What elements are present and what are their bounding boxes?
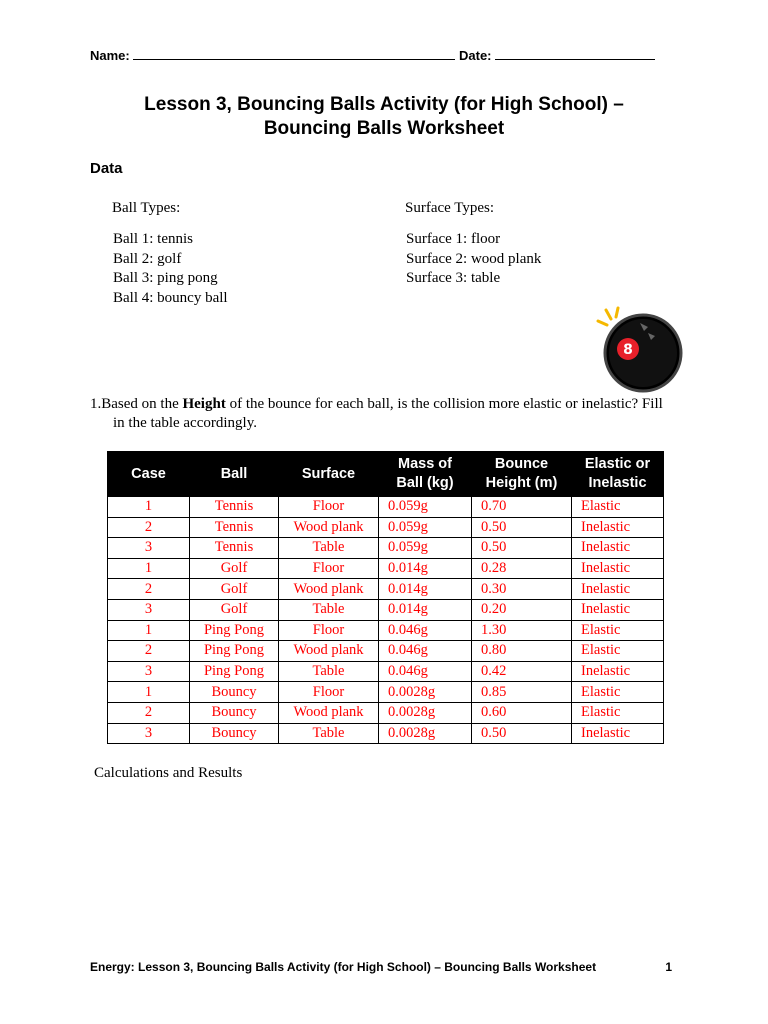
cell-ball[interactable]: Tennis bbox=[190, 538, 279, 559]
cell-case[interactable]: 1 bbox=[108, 682, 190, 703]
results-table bbox=[107, 451, 664, 744]
list-item: Surface 3: table bbox=[406, 270, 501, 286]
cell-surface[interactable]: Wood plank bbox=[279, 641, 379, 662]
table-row bbox=[108, 641, 664, 662]
cell-mass[interactable]: 0.0028g bbox=[379, 702, 472, 723]
cell-elastic[interactable]: Elastic bbox=[572, 702, 664, 723]
page-footer bbox=[90, 960, 672, 974]
cell-case[interactable]: 3 bbox=[108, 661, 190, 682]
cell-ball[interactable]: Bouncy bbox=[190, 723, 279, 744]
cell-surface[interactable]: Table bbox=[279, 538, 379, 559]
cell-elastic[interactable]: Inelastic bbox=[572, 558, 664, 579]
cell-surface[interactable]: Table bbox=[279, 661, 379, 682]
list-item: Surface 2: wood plank bbox=[406, 250, 542, 267]
cell-mass[interactable]: 0.0028g bbox=[379, 723, 472, 744]
question-suffix: of the bounce for each ball, is the collision more elastic or inelastic? Fill bbox=[225, 396, 663, 412]
header-elastic: Elastic or Inelastic bbox=[572, 452, 664, 497]
cell-case[interactable]: 2 bbox=[108, 579, 190, 600]
table-row bbox=[108, 579, 664, 600]
cell-mass[interactable]: 0.059g bbox=[379, 497, 472, 518]
list-item: Ball 4: bouncy ball bbox=[113, 289, 228, 306]
cell-case[interactable]: 3 bbox=[108, 723, 190, 744]
cell-bounce-height[interactable]: 0.20 bbox=[472, 599, 572, 620]
date-field[interactable] bbox=[495, 47, 655, 60]
title-line-1: Lesson 3, Bouncing Balls Activity (for High School) – bbox=[144, 94, 624, 115]
cell-surface[interactable]: Table bbox=[279, 723, 379, 744]
cell-bounce-height[interactable]: 0.30 bbox=[472, 579, 572, 600]
table-body bbox=[108, 497, 664, 744]
question-line-2: in the table accordingly. bbox=[113, 415, 257, 431]
list-item: Ball 2: golf bbox=[113, 250, 182, 267]
cell-mass[interactable]: 0.014g bbox=[379, 599, 472, 620]
table-row bbox=[108, 723, 664, 744]
page-number: 1 bbox=[665, 960, 672, 974]
cell-mass[interactable]: 0.0028g bbox=[379, 682, 472, 703]
calculations-label: Calculations and Results bbox=[94, 765, 243, 781]
table-row bbox=[108, 620, 664, 641]
cell-ball[interactable]: Bouncy bbox=[190, 702, 279, 723]
name-date-line bbox=[90, 47, 655, 63]
cell-elastic[interactable]: Inelastic bbox=[572, 579, 664, 600]
table-row bbox=[108, 538, 664, 559]
cell-ball[interactable]: Ping Pong bbox=[190, 661, 279, 682]
cell-elastic[interactable]: Inelastic bbox=[572, 599, 664, 620]
cell-mass[interactable]: 0.046g bbox=[379, 641, 472, 662]
cell-bounce-height[interactable]: 0.50 bbox=[472, 538, 572, 559]
header-case: Case bbox=[108, 452, 190, 497]
cell-surface[interactable]: Wood plank bbox=[279, 579, 379, 600]
cell-ball[interactable]: Golf bbox=[190, 558, 279, 579]
eight-ball-icon bbox=[592, 305, 688, 397]
name-label: Name: bbox=[90, 48, 130, 63]
cell-ball[interactable]: Golf bbox=[190, 599, 279, 620]
cell-elastic[interactable]: Inelastic bbox=[572, 723, 664, 744]
cell-bounce-height[interactable]: 0.85 bbox=[472, 682, 572, 703]
table-header-row bbox=[108, 452, 664, 497]
cell-ball[interactable]: Ping Pong bbox=[190, 641, 279, 662]
table-row bbox=[108, 702, 664, 723]
title-line-2: Bouncing Balls Worksheet bbox=[263, 118, 505, 139]
surface-types-list bbox=[406, 230, 541, 289]
list-item: Ball 3: ping pong bbox=[113, 270, 218, 286]
header-surface: Surface bbox=[279, 452, 379, 497]
cell-mass[interactable]: 0.059g bbox=[379, 538, 472, 559]
cell-ball[interactable]: Tennis bbox=[190, 517, 279, 538]
cell-case[interactable]: 3 bbox=[108, 599, 190, 620]
data-heading: Data bbox=[90, 160, 123, 177]
list-item: Ball 1: tennis bbox=[113, 231, 193, 247]
table-row bbox=[108, 497, 664, 518]
cell-bounce-height[interactable]: 0.28 bbox=[472, 558, 572, 579]
cell-surface[interactable]: Wood plank bbox=[279, 702, 379, 723]
header-mass: Mass of Ball (kg) bbox=[379, 452, 472, 497]
cell-surface[interactable]: Floor bbox=[279, 558, 379, 579]
header-ball: Ball bbox=[190, 452, 279, 497]
cell-case[interactable]: 2 bbox=[108, 641, 190, 662]
cell-elastic[interactable]: Inelastic bbox=[572, 661, 664, 682]
cell-bounce-height[interactable]: 0.80 bbox=[472, 641, 572, 662]
cell-bounce-height[interactable]: 0.42 bbox=[472, 661, 572, 682]
cell-elastic[interactable]: Elastic bbox=[572, 620, 664, 641]
footer-text: Energy: Lesson 3, Bouncing Balls Activity (for High School) – Bouncing Balls Worksheet bbox=[90, 960, 597, 974]
cell-elastic[interactable]: Inelastic bbox=[572, 517, 664, 538]
list-item: Surface 1: floor bbox=[406, 231, 501, 247]
cell-case[interactable]: 2 bbox=[108, 702, 190, 723]
table-row bbox=[108, 661, 664, 682]
cell-case[interactable]: 1 bbox=[108, 558, 190, 579]
cell-case[interactable]: 1 bbox=[108, 497, 190, 518]
cell-elastic[interactable]: Elastic bbox=[572, 497, 664, 518]
cell-elastic[interactable]: Elastic bbox=[572, 641, 664, 662]
table-row bbox=[108, 682, 664, 703]
cell-ball[interactable]: Tennis bbox=[190, 497, 279, 518]
cell-surface[interactable]: Floor bbox=[279, 497, 379, 518]
cell-case[interactable]: 1 bbox=[108, 620, 190, 641]
surface-types-label: Surface Types: bbox=[405, 200, 495, 216]
cell-elastic[interactable]: Inelastic bbox=[572, 538, 664, 559]
cell-surface[interactable]: Wood plank bbox=[279, 517, 379, 538]
cell-elastic[interactable]: Elastic bbox=[572, 682, 664, 703]
table-row bbox=[108, 558, 664, 579]
table-row bbox=[108, 517, 664, 538]
cell-ball[interactable]: Bouncy bbox=[190, 682, 279, 703]
cell-bounce-height[interactable]: 0.70 bbox=[472, 497, 572, 518]
table-row bbox=[108, 599, 664, 620]
cell-bounce-height[interactable]: 1.30 bbox=[472, 620, 572, 641]
ball-types-list bbox=[113, 230, 228, 308]
name-field[interactable] bbox=[133, 47, 455, 60]
cell-ball[interactable]: Golf bbox=[190, 579, 279, 600]
ball-types-label: Ball Types: bbox=[112, 200, 181, 216]
cell-mass[interactable]: 0.046g bbox=[379, 620, 472, 641]
cell-ball[interactable]: Ping Pong bbox=[190, 620, 279, 641]
cell-mass[interactable]: 0.059g bbox=[379, 517, 472, 538]
cell-surface[interactable]: Table bbox=[279, 599, 379, 620]
cell-case[interactable]: 2 bbox=[108, 517, 190, 538]
cell-mass[interactable]: 0.046g bbox=[379, 661, 472, 682]
eight-ball-label: 8 bbox=[623, 342, 633, 358]
cell-mass[interactable]: 0.014g bbox=[379, 579, 472, 600]
question-1 bbox=[90, 395, 680, 433]
date-label: Date: bbox=[459, 48, 492, 63]
cell-bounce-height[interactable]: 0.50 bbox=[472, 517, 572, 538]
question-prefix: 1.Based on the bbox=[90, 396, 183, 412]
cell-case[interactable]: 3 bbox=[108, 538, 190, 559]
cell-surface[interactable]: Floor bbox=[279, 682, 379, 703]
page-title bbox=[0, 93, 768, 141]
cell-bounce-height[interactable]: 0.50 bbox=[472, 723, 572, 744]
cell-mass[interactable]: 0.014g bbox=[379, 558, 472, 579]
cell-surface[interactable]: Floor bbox=[279, 620, 379, 641]
cell-bounce-height[interactable]: 0.60 bbox=[472, 702, 572, 723]
question-emphasis: Height bbox=[182, 396, 226, 412]
header-bounce-height: Bounce Height (m) bbox=[472, 452, 572, 497]
